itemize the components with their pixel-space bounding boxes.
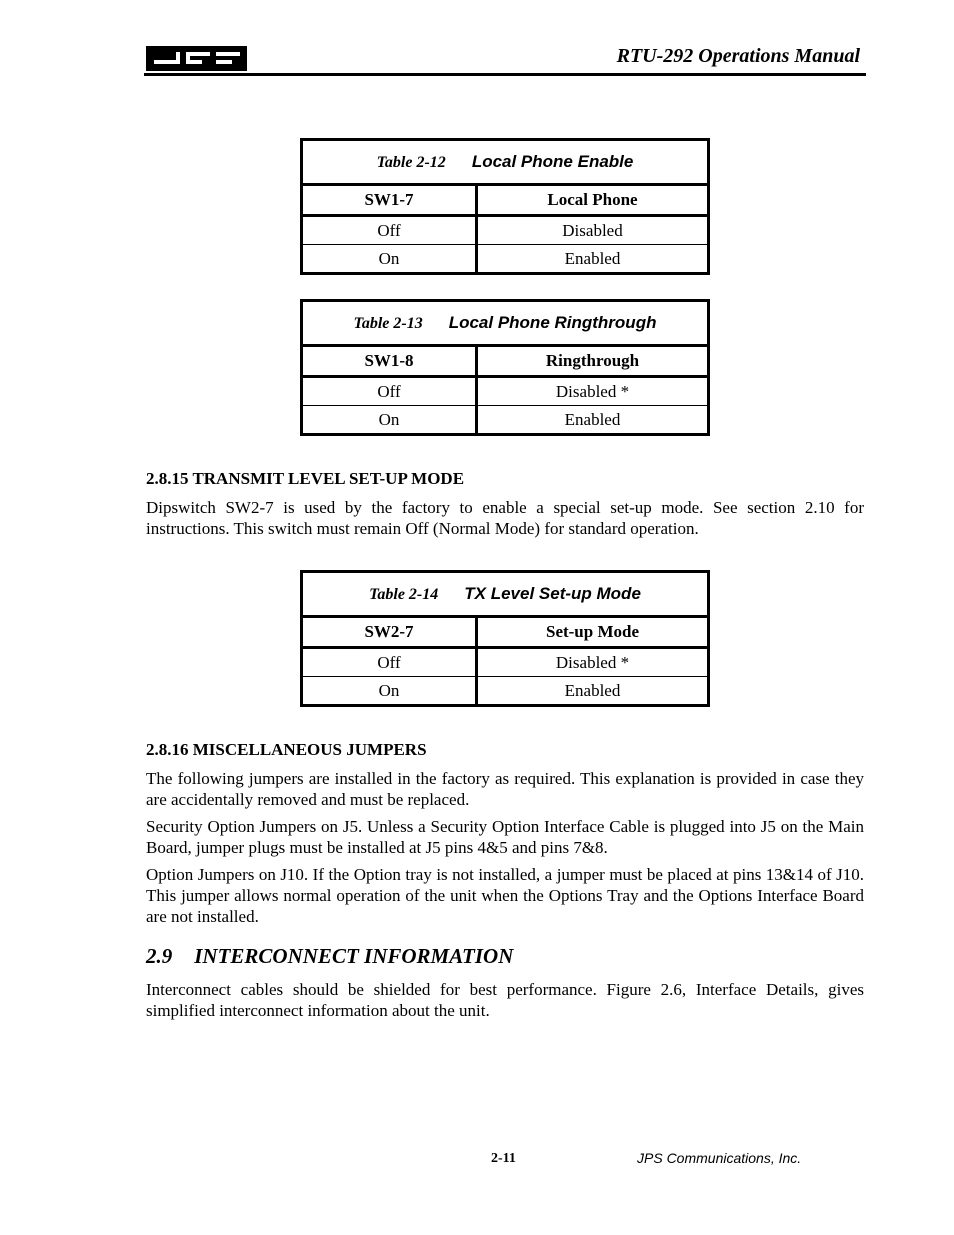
table-row <box>302 216 709 245</box>
table-cell: Disabled * <box>477 648 709 677</box>
column-header: Set-up Mode <box>477 617 709 648</box>
table-name: Local Phone Enable <box>471 152 634 171</box>
manual-title: RTU-292 Operations Manual <box>616 45 860 67</box>
column-header: SW2-7 <box>302 617 477 648</box>
paragraph: Dipswitch SW2-7 is used by the factory to enable a special set-up mode. See section 2.10 for instructions. This switch must remain Off (Normal Mode) for standard operation. <box>146 498 864 538</box>
section-number: 2.9 <box>146 944 173 968</box>
table-caption <box>302 301 709 346</box>
company-name: JPS Communications, Inc. <box>637 1150 802 1166</box>
table-number: Table 2-14 <box>369 586 439 603</box>
table-cell: On <box>302 245 477 274</box>
table-name: Local Phone Ringthrough <box>448 313 657 332</box>
table-caption <box>302 140 709 185</box>
table-row <box>302 677 709 706</box>
table-cell: On <box>302 406 477 435</box>
table-cell: Enabled <box>477 406 709 435</box>
table-cell: On <box>302 677 477 706</box>
jps-logo <box>146 46 247 71</box>
table-row <box>302 377 709 406</box>
table-caption <box>302 572 709 617</box>
table-number: Table 2-12 <box>376 154 446 171</box>
table-cell: Enabled <box>477 677 709 706</box>
header-divider <box>144 73 866 76</box>
column-header: SW1-7 <box>302 185 477 216</box>
paragraph: Security Option Jumpers on J5. Unless a Security Option Interface Cable is plugged into J5 on the Main Board, jumper plugs must be installed at J5 pins 4&5 and pins 7&8. <box>146 817 864 857</box>
section-heading-2-8-15: 2.8.15 TRANSMIT LEVEL SET-UP MODE <box>146 469 465 488</box>
table-cell: Off <box>302 377 477 406</box>
paragraph: Option Jumpers on J10. If the Option tray is not installed, a jumper must be placed at pins 13&14 of J10. This jumper allows normal operation of the unit when the Options Tray and the Options Interface Board are not installed. <box>146 865 864 926</box>
table-local-phone-ringthrough <box>300 299 710 436</box>
column-header: Local Phone <box>477 185 709 216</box>
table-local-phone-enable <box>300 138 710 275</box>
paragraph: Interconnect cables should be shielded for best performance. Figure 2.6, Interface Details, gives simplified interconnect information about the unit. <box>146 980 864 1020</box>
column-header: SW1-8 <box>302 346 477 377</box>
section-heading-2-8-16: 2.8.16 MISCELLANEOUS JUMPERS <box>146 740 427 759</box>
table-cell: Off <box>302 648 477 677</box>
table-cell: Disabled <box>477 216 709 245</box>
column-header: Ringthrough <box>477 346 709 377</box>
table-cell: Off <box>302 216 477 245</box>
table-tx-level-setup-mode <box>300 570 710 707</box>
table-number: Table 2-13 <box>353 315 423 332</box>
table-row <box>302 406 709 435</box>
table-cell: Disabled * <box>477 377 709 406</box>
section-heading-2-9 <box>146 944 513 969</box>
section-title: INTERCONNECT INFORMATION <box>194 944 514 968</box>
paragraph: The following jumpers are installed in the factory as required. This explanation is provided in case they are accidentally removed and must be replaced. <box>146 769 864 809</box>
table-name: TX Level Set-up Mode <box>464 584 641 603</box>
table-cell: Enabled <box>477 245 709 274</box>
table-row <box>302 648 709 677</box>
page-number: 2-11 <box>491 1151 516 1166</box>
table-row <box>302 245 709 274</box>
